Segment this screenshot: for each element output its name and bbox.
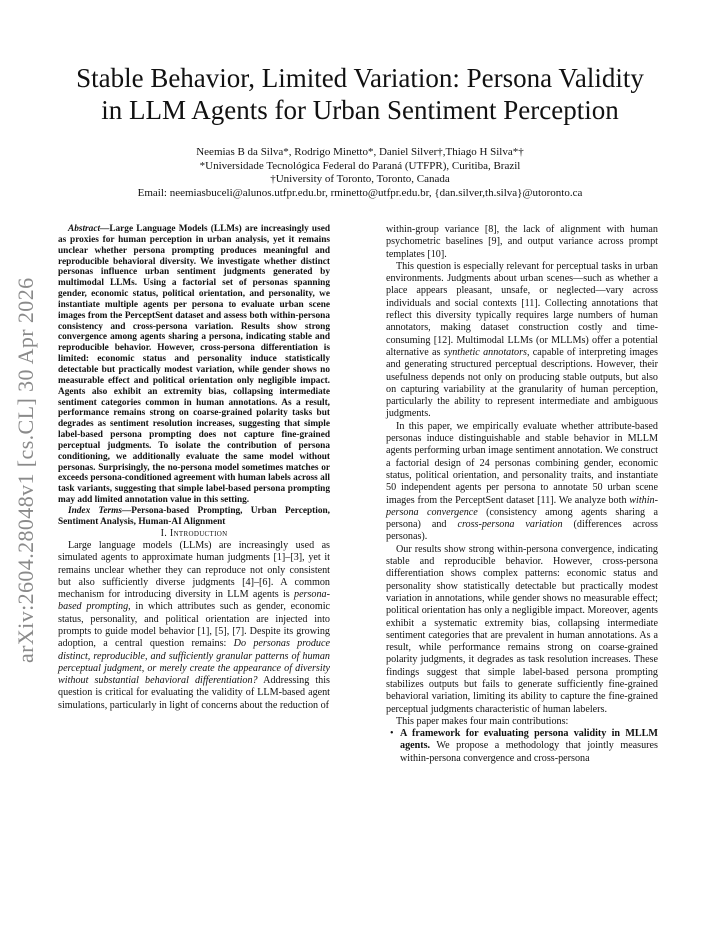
intro-paragraph-4 [386,544,658,716]
index-terms [58,506,330,528]
list-item [400,728,658,765]
author-block [60,146,660,200]
intro-paragraph-2 [386,261,658,421]
intro-paragraph-1-continued: within-group variance [8], the lack of alignment with human psychometric baselines [9], and output variance across prompt templates [10]. [386,224,658,260]
section-title: Introduction [169,527,228,539]
abstract [58,224,330,528]
emphasis: persona-based prompting [58,589,330,613]
arxiv-identifier: arXiv:2604.28048v1 [cs.CL] 30 Apr 2026 [13,277,38,663]
abstract-label: Abstract [68,224,101,234]
text-run: In this paper, we empirically evaluate whether attribute-based personas induce distinguishable and stable behavior in MLLM agents performing urban image sentiment annotation. We construct a factorial design of 24 personas combining gender, economic status, political orientation, and personality traits, and instantiate 50 independent agents per persona to annotate 50 urban scene images from the PerceptSent dataset [11]. We analyze both [386,420,658,506]
section-heading-introduction [58,528,330,540]
text-run: , in which attributes such as gender, economic status, personality, and political orientation are injected into prompts to guide model behavior [1], [5], [7]. Despite its growing adoption, a central question remains: [58,601,330,650]
text-run: This question is especially relevant for perceptual tasks in urban environments. Judgments about urban scenes—such as whether a place appears pleasant, unsafe, or neglected—vary across individuals and social contexts [11]. Collecting annotations that reflect this diversity typically requires large numbers of human annotators, making dataset construction costly and time-consuming [12]. Multimodal LLMs (or MLLMs) offer a potential alternative as [386,260,658,358]
emphasis: within-persona convergence [386,494,658,518]
contributions-list [386,728,658,765]
abstract-text: —Large Language Models (LLMs) are increasingly used as proxies for human perception in urban analysis, yet it remains unclear whether persona prompting produces meaningful and reproducible behavioral diversity. We investigate whether distinct personas influence urban sentiment judgments generated by multimodal LLMs. Using a factorial set of personas spanning gender, economic status, political orientation, and personality, we instantiate multiple agents per persona to evaluate urban scene images from the PerceptSent dataset and assess both within-persona consistency and cross-persona variation. Results show strong convergence among agents sharing a persona, indicating stable and reproducible behavior. However, cross-persona differentiation is limited: economic status and personality induce statistically detectable but practically modest variation, while gender shows no measurable effect and political orientation only negligible impact. Agents also exhibit an extremity bias, collapsing intermediate sentiment categories common in human annotations. As a result, performance remains strong on coarse-grained polarity tasks but degrades as sentiment resolution increases, suggesting that simple label-based persona prompting does not capture fine-grained perceptual judgments. To isolate the contribution of persona conditioning, we additionally evaluate the same model without personas. Surprisingly, the no-persona model sometimes matches or exceeds persona-conditioned agreement with human labels across all task variants, suggesting that simple label-based persona prompting may add limited annotation value in this setting. [58,224,330,506]
abstract-paragraph [58,224,330,506]
title-line-2: in LLM Agents for Urban Sentiment Perception [101,95,619,125]
paper-title [60,62,660,126]
text-run: (consistency among agents sharing a persona) and [386,506,658,531]
section-number: I. [160,527,170,539]
author-names: Neemias B da Silva*, Rodrigo Minetto*, Daniel Silver†,Thiago H Silva*† [196,146,524,158]
contribution-text: We propose a methodology that jointly measures within-persona convergence and cross-persona [400,740,658,764]
text-run: , capable of interpreting images and generating structured perceptual descriptions. However, their usefulness depends not only on producing stable outputs, but also on capturing variability at the granularity of human perception, particularly the ability to represent intermediate and ambiguous judgments. [386,346,658,420]
emphasis: Do personas produce distinct, reproducible, and sufficiently granular patterns of human perceptual judgment, or merely create the appearance of diversity without substantial behavioral differentiation? [58,638,330,687]
emphasis: synthetic annotators [443,346,527,358]
left-column [58,224,330,712]
affiliation-utfpr: *Universidade Tecnológica Federal do Paraná (UTFPR), Curitiba, Brazil [199,159,521,172]
index-terms-text: —Persona-based Prompting, Urban Perception, Sentiment Analysis, Human-AI Alignment [58,505,330,527]
author-emails: Email: neemiasbuceli@alunos.utfpr.edu.br, rminetto@utfpr.edu.br, {dan.silver,th.silva}@utoronto.ca [137,186,583,199]
affiliation-toronto: †University of Toronto, Toronto, Canada [270,173,450,185]
intro-paragraph-1 [58,540,330,712]
text-run: Large language models (LLMs) are increasingly used as simulated agents to approximate human judgments [1]–[3], yet it remains unclear whether they can reproduce not only consistent but also sufficiently diverse judgments [4]–[6]. A common mechanism for introducing diversity in LLM agents is [58,539,330,601]
contribution-title: A framework for evaluating persona validity in MLLM agents. [400,728,658,752]
emphasis: cross-persona variation [457,519,563,531]
text-run: Addressing this question is critical for evaluating the validity of LLM-based agent simulations, particularly in light of concerns about the reduction of [58,675,330,711]
intro-paragraph-3 [386,421,658,544]
intro-paragraph-5 [386,716,658,728]
text-run: This paper makes four main contributions: [396,715,569,727]
right-column [386,224,658,765]
title-line-1: Stable Behavior, Limited Variation: Persona Validity [76,63,644,93]
text-run: Our results show strong within-persona convergence, indicating stable and reproducible behavior. However, cross-persona differentiation shows complex patterns: economic status and personality show statistically detectable but practically modest variation in annotations, while gender shows no measurable effect; political orientation has only a negligible impact. Moreover, agents exhibit a systematic extremity bias, collapsing intermediate sentiment categories that are prevalent in human annotations. As a result, while performance remains strong on coarse-grained polarity judgments, it degrades as task resolution increases. These findings suggest that simple label-based persona prompting stabilizes outputs but fails to generate sufficiently fine-grained behavioral variation, limiting its ability to capture the fine-grained perceptual judgments characteristic of human labelers. [386,543,658,715]
text-run: (differences across personas). [386,519,658,543]
index-terms-label: Index Terms [68,505,122,516]
